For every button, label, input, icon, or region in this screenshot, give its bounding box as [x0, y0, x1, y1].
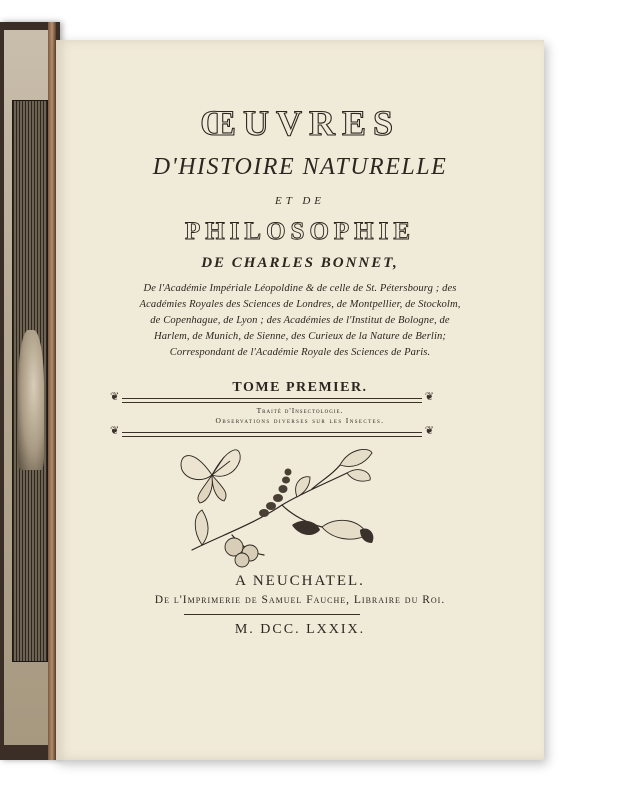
publication-date: M. DCC. LXXIX. — [234, 622, 366, 637]
affiliation-line: De l'Académie Impériale Léopoldine & de celle de St. Pétersbourg ; des — [143, 283, 457, 294]
engraved-portrait-figure — [18, 330, 44, 470]
imprint-place: A NEUCHATEL. — [235, 573, 365, 589]
author-name: DE CHARLES BONNET, — [201, 255, 399, 271]
contents-line: Traité d'Insectologie. — [256, 406, 344, 415]
volume-label: TOME PREMIER. — [232, 380, 368, 395]
connector-text: ET DE — [274, 195, 326, 207]
frontispiece-plate — [4, 30, 48, 745]
affiliation-line: de Copenhague, de Lyon ; des Académies de l'Institut de Bologne, de — [150, 315, 450, 326]
affiliation-line: Harlem, de Munich, de Sienne, des Curieux de la Nature de Berlin; — [153, 331, 447, 342]
subtitle-philosophie: PHILOSOPHIE — [184, 218, 416, 245]
butterfly-caterpillar-vignette — [172, 435, 377, 570]
contents-line: Observations diverses sur les Insectes. — [215, 416, 385, 425]
subtitle-histoire: D'HISTOIRE NATURELLE — [152, 154, 448, 180]
book-spine-edge — [48, 22, 56, 760]
page-title: ŒUVRES — [199, 103, 401, 143]
imprint-rule — [184, 614, 360, 615]
ornamental-rule-top — [122, 398, 422, 403]
title-page — [56, 40, 544, 760]
affiliation-line: Correspondant de l'Académie Royale des Sciences de Paris. — [169, 347, 431, 358]
imprint-printer: De l'Imprimerie de Samuel Fauche, Libraire du Roi. — [154, 594, 446, 606]
affiliation-line: Académies Royales des Sciences de Londres, de Montpellier, de Stockolm, — [139, 299, 461, 310]
